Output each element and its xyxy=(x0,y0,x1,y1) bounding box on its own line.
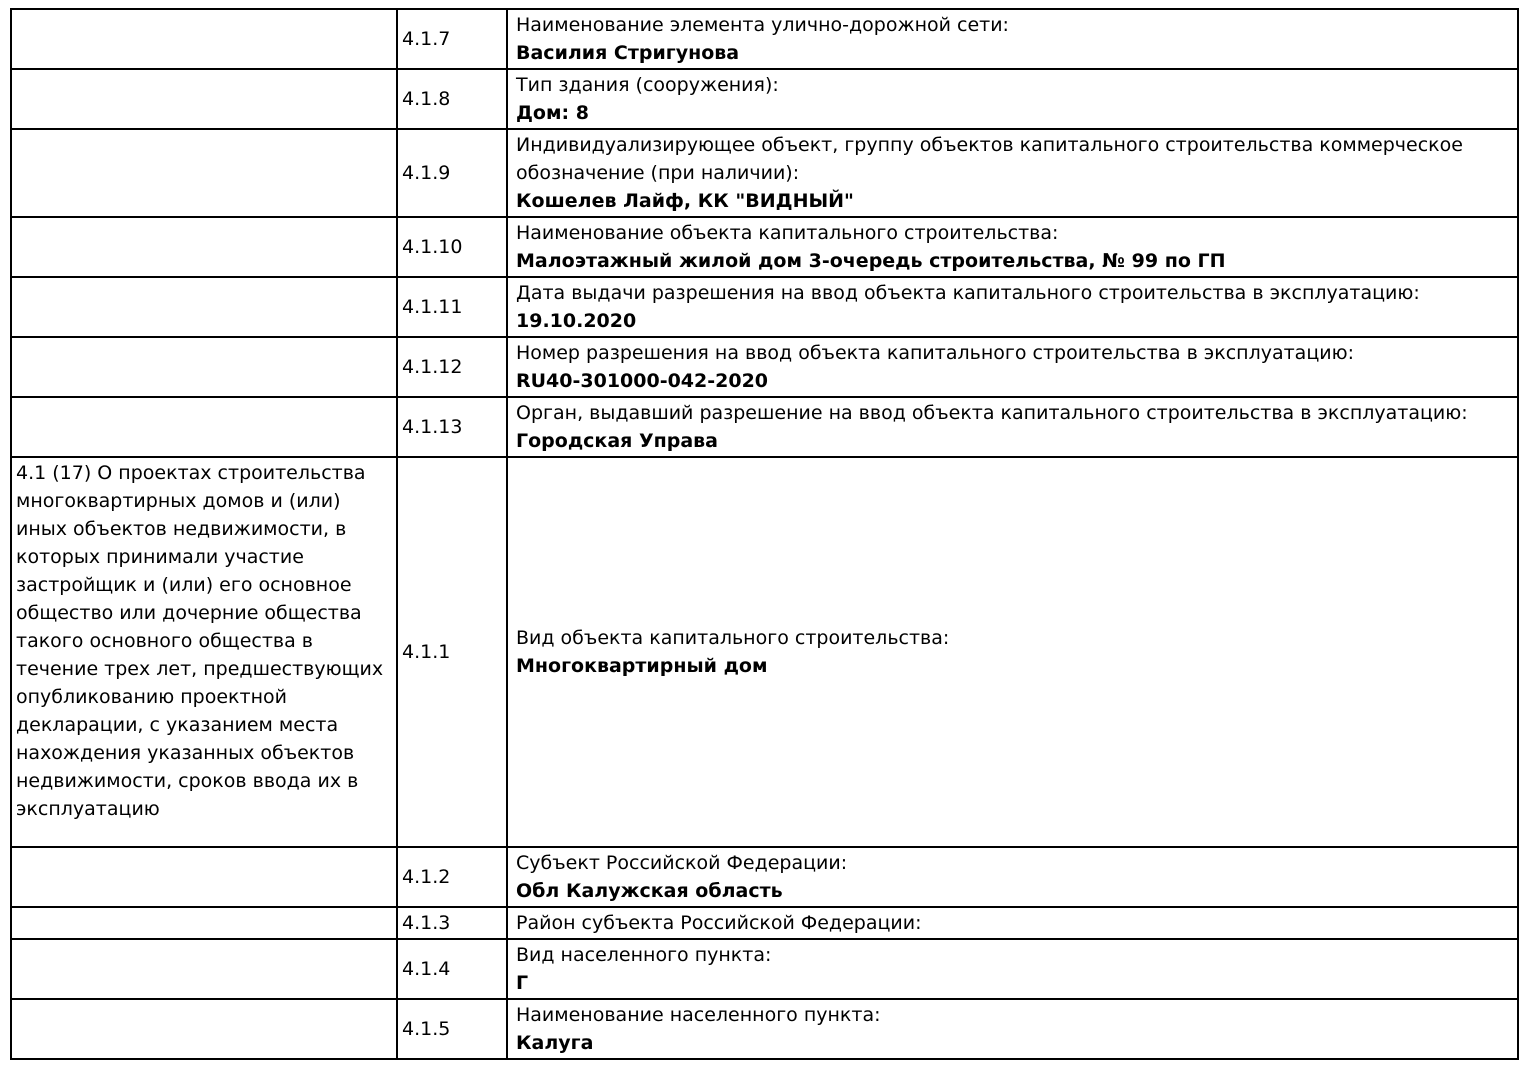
row-content-cell xyxy=(507,457,1518,847)
row-description-cell xyxy=(11,847,397,907)
row-description-cell xyxy=(11,277,397,337)
table-row xyxy=(11,907,1518,939)
row-content-cell xyxy=(507,129,1518,217)
table-row xyxy=(11,9,1518,69)
row-code: 4.1.13 xyxy=(397,397,507,457)
field-label: Индивидуализирующее объект, группу объектов капитального строительства коммерческое обозначение (при наличии): xyxy=(516,134,1463,184)
field-label: Номер разрешения на ввод объекта капитального строительства в эксплуатацию: xyxy=(516,342,1354,364)
table-row xyxy=(11,277,1518,337)
row-content-cell xyxy=(507,907,1518,939)
table-row xyxy=(11,999,1518,1059)
row-content-cell xyxy=(507,277,1518,337)
table-row xyxy=(11,847,1518,907)
row-code: 4.1.12 xyxy=(397,337,507,397)
row-content-cell xyxy=(507,217,1518,277)
field-label: Наименование населенного пункта: xyxy=(516,1004,881,1026)
row-description-cell xyxy=(11,69,397,129)
declaration-table xyxy=(10,8,1519,1060)
row-code: 4.1.11 xyxy=(397,277,507,337)
row-content-cell xyxy=(507,397,1518,457)
row-content-cell xyxy=(507,337,1518,397)
field-value: Калуга xyxy=(516,1032,594,1054)
field-label: Субъект Российской Федерации: xyxy=(516,852,848,874)
row-code: 4.1.1 xyxy=(397,457,507,847)
field-label: Вид объекта капитального строительства: xyxy=(516,627,950,649)
row-code: 4.1.4 xyxy=(397,939,507,999)
row-content-cell xyxy=(507,69,1518,129)
row-content-cell xyxy=(507,847,1518,907)
row-code: 4.1.10 xyxy=(397,217,507,277)
field-value: Кошелев Лайф, КК "ВИДНЫЙ" xyxy=(516,190,854,212)
row-description: 4.1 (17) О проектах строительства многоквартирных домов и (или) иных объектов недвижимости, в которых принимали участие застройщик и (или) его основное общество или дочерние общества такого основного общества в течение трех лет, предшествующих опубликованию проектной декларации, с указанием места нахождения указанных объектов недвижимости, сроков ввода их в эксплуатацию xyxy=(16,462,384,820)
table-row xyxy=(11,939,1518,999)
table-row xyxy=(11,129,1518,217)
field-value: Малоэтажный жилой дом 3-очередь строительства, № 99 по ГП xyxy=(516,250,1226,272)
row-content-cell xyxy=(507,9,1518,69)
field-label: Вид населенного пункта: xyxy=(516,944,772,966)
field-value: Василия Стригунова xyxy=(516,42,740,64)
field-label: Дата выдачи разрешения на ввод объекта капитального строительства в эксплуатацию: xyxy=(516,282,1420,304)
row-content-cell xyxy=(507,939,1518,999)
field-value: Городская Управа xyxy=(516,430,718,452)
row-description-cell xyxy=(11,337,397,397)
row-code: 4.1.3 xyxy=(397,907,507,939)
row-description-cell xyxy=(11,217,397,277)
table-row xyxy=(11,457,1518,847)
field-value: Г xyxy=(516,972,529,994)
table-row xyxy=(11,397,1518,457)
row-code: 4.1.5 xyxy=(397,999,507,1059)
field-label: Наименование объекта капитального строительства: xyxy=(516,222,1059,244)
field-value: Многоквартирный дом xyxy=(516,655,768,677)
row-description-cell xyxy=(11,129,397,217)
row-code: 4.1.7 xyxy=(397,9,507,69)
field-value: RU40-301000-042-2020 xyxy=(516,370,769,392)
row-description-cell xyxy=(11,939,397,999)
table-row xyxy=(11,69,1518,129)
row-code: 4.1.8 xyxy=(397,69,507,129)
row-code: 4.1.9 xyxy=(397,129,507,217)
field-value: Обл Калужская область xyxy=(516,880,783,902)
row-description-cell xyxy=(11,9,397,69)
row-code: 4.1.2 xyxy=(397,847,507,907)
row-description-cell xyxy=(11,457,397,847)
field-label: Район субъекта Российской Федерации: xyxy=(516,912,922,934)
field-label: Тип здания (сооружения): xyxy=(516,74,779,96)
row-description-cell xyxy=(11,907,397,939)
table-row xyxy=(11,217,1518,277)
field-label: Орган, выдавший разрешение на ввод объекта капитального строительства в эксплуатацию: xyxy=(516,402,1468,424)
field-value: Дом: 8 xyxy=(516,102,589,124)
field-label: Наименование элемента улично-дорожной сети: xyxy=(516,14,1009,36)
table-row xyxy=(11,337,1518,397)
field-value: 19.10.2020 xyxy=(516,310,637,332)
row-description-cell xyxy=(11,999,397,1059)
row-description-cell xyxy=(11,397,397,457)
row-content-cell xyxy=(507,999,1518,1059)
